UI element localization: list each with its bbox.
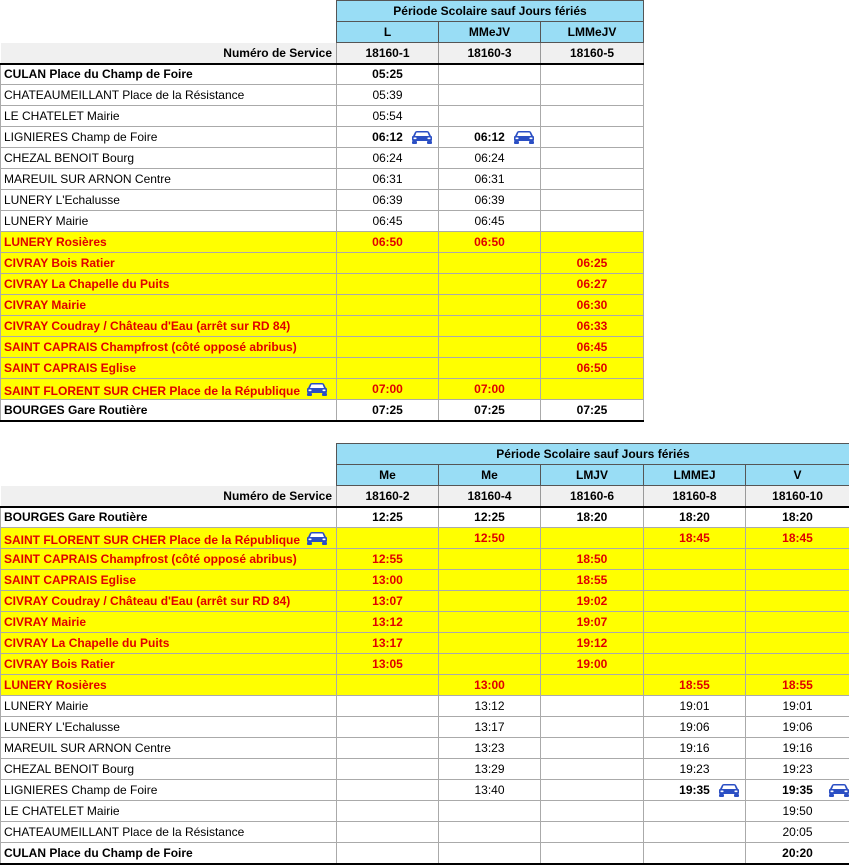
- car-icon: [305, 531, 329, 546]
- departure-time: 06:33: [541, 316, 644, 337]
- departure-time: [439, 843, 541, 864]
- departure-time: 20:20: [746, 843, 849, 864]
- day-header: Me: [439, 465, 541, 486]
- timetable-row: [1, 822, 849, 843]
- departure-time: 12:25: [337, 507, 439, 528]
- timetable-return: [0, 443, 849, 865]
- departure-time: [541, 190, 644, 211]
- departure-time: 13:12: [337, 612, 439, 633]
- departure-time: [439, 822, 541, 843]
- departure-time: [644, 633, 746, 654]
- departure-time: [337, 528, 439, 549]
- departure-time: [541, 106, 644, 127]
- departure-time: [337, 780, 439, 801]
- departure-time: [746, 549, 849, 570]
- departure-time: [644, 801, 746, 822]
- departure-time: 13:17: [337, 633, 439, 654]
- timetable-row: [1, 528, 849, 549]
- timetable-row: [1, 379, 644, 400]
- departure-time: [337, 675, 439, 696]
- departure-time: 06:12: [474, 130, 505, 144]
- departure-time: [439, 85, 541, 106]
- service-number: 18160-4: [439, 486, 541, 507]
- stop-name: CHEZAL BENOIT Bourg: [1, 148, 337, 169]
- departure-time: [337, 274, 439, 295]
- departure-time: [439, 612, 541, 633]
- departure-time: 06:24: [337, 148, 439, 169]
- departure-time: 13:00: [439, 675, 541, 696]
- stop-name-connection: [1, 379, 337, 400]
- departure-time: 13:05: [337, 654, 439, 675]
- day-header: LMJV: [541, 465, 644, 486]
- departure-time: 12:25: [439, 507, 541, 528]
- stop-name: CIVRAY Mairie: [1, 295, 337, 316]
- departure-time: [439, 295, 541, 316]
- departure-time: 06:50: [439, 232, 541, 253]
- departure-time: [644, 549, 746, 570]
- departure-time: [439, 570, 541, 591]
- timetable-row: [1, 759, 849, 780]
- stop-name: SAINT CAPRAIS Champfrost (côté opposé abribus): [1, 549, 337, 570]
- car-icon: [827, 783, 849, 798]
- day-header: LMMeJV: [541, 22, 644, 43]
- service-number-label: Numéro de Service: [1, 486, 337, 507]
- departure-time: [337, 801, 439, 822]
- stop-name: CHATEAUMEILLANT Place de la Résistance: [1, 822, 337, 843]
- departure-time: [541, 528, 644, 549]
- departure-time: 18:20: [644, 507, 746, 528]
- departure-time: [644, 591, 746, 612]
- timetable-row: [1, 633, 849, 654]
- departure-time: [337, 717, 439, 738]
- departure-time: 06:31: [337, 169, 439, 190]
- departure-time: [541, 169, 644, 190]
- departure-time: [746, 591, 849, 612]
- stop-name: SAINT FLORENT SUR CHER Place de la République: [4, 384, 301, 398]
- stop-name: CIVRAY La Chapelle du Puits: [1, 274, 337, 295]
- stop-name: LIGNIERES Champ de Foire: [1, 780, 337, 801]
- stop-name: CIVRAY Bois Ratier: [1, 654, 337, 675]
- departure-time: 05:25: [337, 64, 439, 85]
- departure-time: [439, 591, 541, 612]
- stop-name: LE CHATELET Mairie: [1, 106, 337, 127]
- corner-spacer: [1, 1, 337, 22]
- departure-time: 19:12: [541, 633, 644, 654]
- timetable-row: [1, 400, 644, 421]
- timetable-row: [1, 274, 644, 295]
- timetable-row: [1, 169, 644, 190]
- departure-time: 12:55: [337, 549, 439, 570]
- car-icon: [717, 783, 741, 798]
- stop-name: MAREUIL SUR ARNON Centre: [1, 738, 337, 759]
- departure-time: 13:40: [439, 780, 541, 801]
- departure-time: 07:25: [541, 400, 644, 421]
- stop-name: CHATEAUMEILLANT Place de la Résistance: [1, 85, 337, 106]
- departure-time: 19:02: [541, 591, 644, 612]
- stop-name: LE CHATELET Mairie: [1, 801, 337, 822]
- departure-time: [644, 822, 746, 843]
- stop-name: CIVRAY Mairie: [1, 612, 337, 633]
- timetable-row: [1, 675, 849, 696]
- period-header: Période Scolaire sauf Jours fériés: [337, 444, 849, 465]
- stop-name: LUNERY L'Echalusse: [1, 190, 337, 211]
- timetable-row: [1, 780, 849, 801]
- departure-time: [541, 148, 644, 169]
- day-header: L: [337, 22, 439, 43]
- departure-time: 19:00: [541, 654, 644, 675]
- timetable-row: [1, 337, 644, 358]
- timetable-row: [1, 232, 644, 253]
- departure-time: [541, 822, 644, 843]
- departure-time: [439, 316, 541, 337]
- service-number: 18160-10: [746, 486, 849, 507]
- timetable-row: [1, 106, 644, 127]
- departure-time: [337, 253, 439, 274]
- departure-time: [541, 379, 644, 400]
- departure-time: 05:39: [337, 85, 439, 106]
- timetable-row: [1, 549, 849, 570]
- departure-time: [337, 696, 439, 717]
- departure-time: [337, 843, 439, 864]
- stop-name: LUNERY Mairie: [1, 696, 337, 717]
- stop-name: SAINT CAPRAIS Eglise: [1, 358, 337, 379]
- departure-time: [746, 633, 849, 654]
- departure-time: 06:39: [439, 190, 541, 211]
- service-number: 18160-3: [439, 43, 541, 64]
- departure-time: 06:45: [541, 337, 644, 358]
- stop-name: LUNERY Rosières: [1, 675, 337, 696]
- period-header: Période Scolaire sauf Jours fériés: [337, 1, 644, 22]
- departure-time-connection: [439, 127, 541, 148]
- departure-time: 13:07: [337, 591, 439, 612]
- departure-time: 19:16: [644, 738, 746, 759]
- stop-name: CULAN Place du Champ de Foire: [1, 64, 337, 85]
- timetable-row: [1, 591, 849, 612]
- stop-name: CULAN Place du Champ de Foire: [1, 843, 337, 864]
- day-header: MMeJV: [439, 22, 541, 43]
- departure-time: [337, 358, 439, 379]
- departure-time: [337, 316, 439, 337]
- departure-time: 07:00: [439, 379, 541, 400]
- departure-time: 19:06: [644, 717, 746, 738]
- service-number: 18160-1: [337, 43, 439, 64]
- stop-name: SAINT CAPRAIS Champfrost (côté opposé abribus): [1, 337, 337, 358]
- departure-time: 07:25: [337, 400, 439, 421]
- departure-time-connection: [746, 780, 849, 801]
- timetable-row: [1, 64, 644, 85]
- departure-time: 13:00: [337, 570, 439, 591]
- service-number-label: Numéro de Service: [1, 43, 337, 64]
- departure-time: [541, 801, 644, 822]
- stop-name: LIGNIERES Champ de Foire: [1, 127, 337, 148]
- departure-time: [644, 654, 746, 675]
- departure-time: 18:55: [644, 675, 746, 696]
- stop-name: BOURGES Gare Routière: [1, 507, 337, 528]
- departure-time: [541, 696, 644, 717]
- departure-time: 19:23: [644, 759, 746, 780]
- departure-time-connection: [644, 780, 746, 801]
- departure-time: [439, 358, 541, 379]
- departure-time: [337, 759, 439, 780]
- timetable-row: [1, 148, 644, 169]
- departure-time: 06:50: [541, 358, 644, 379]
- departure-time: [439, 106, 541, 127]
- departure-time: [337, 822, 439, 843]
- timetable-row: [1, 190, 644, 211]
- departure-time: 19:50: [746, 801, 849, 822]
- timetable-row: [1, 358, 644, 379]
- car-icon: [512, 130, 536, 145]
- departure-time: 19:16: [746, 738, 849, 759]
- departure-time: 20:05: [746, 822, 849, 843]
- timetable-row: [1, 211, 644, 232]
- day-header: V: [746, 465, 849, 486]
- departure-time: [541, 759, 644, 780]
- departure-time: 19:06: [746, 717, 849, 738]
- departure-time: 12:50: [439, 528, 541, 549]
- departure-time: [541, 211, 644, 232]
- departure-time: [541, 738, 644, 759]
- departure-time: 05:54: [337, 106, 439, 127]
- departure-time: [439, 801, 541, 822]
- car-icon: [410, 130, 434, 145]
- departure-time: 06:12: [372, 130, 403, 144]
- corner-spacer: [1, 444, 337, 465]
- stop-name: BOURGES Gare Routière: [1, 400, 337, 421]
- stop-name: LUNERY Mairie: [1, 211, 337, 232]
- stop-name: CIVRAY Bois Ratier: [1, 253, 337, 274]
- timetable-row: [1, 85, 644, 106]
- stop-name: CIVRAY La Chapelle du Puits: [1, 633, 337, 654]
- departure-time-connection: [337, 127, 439, 148]
- timetable-row: [1, 127, 644, 148]
- departure-time: [439, 64, 541, 85]
- departure-time: [337, 337, 439, 358]
- stop-name: SAINT CAPRAIS Eglise: [1, 570, 337, 591]
- stop-name: CIVRAY Coudray / Château d'Eau (arrêt sur RD 84): [1, 316, 337, 337]
- departure-time: 07:25: [439, 400, 541, 421]
- departure-time: 19:35: [679, 783, 710, 797]
- departure-time: 13:29: [439, 759, 541, 780]
- departure-time: 18:45: [644, 528, 746, 549]
- departure-time: 13:17: [439, 717, 541, 738]
- departure-time: 06:27: [541, 274, 644, 295]
- stop-name-connection: [1, 528, 337, 549]
- departure-time: [644, 570, 746, 591]
- timetable-row: [1, 253, 644, 274]
- timetable-row: [1, 612, 849, 633]
- departure-time: 06:50: [337, 232, 439, 253]
- departure-time: [541, 127, 644, 148]
- stop-name: MAREUIL SUR ARNON Centre: [1, 169, 337, 190]
- departure-time: [746, 654, 849, 675]
- departure-time: 06:45: [439, 211, 541, 232]
- departure-time: 06:24: [439, 148, 541, 169]
- departure-time: 18:20: [541, 507, 644, 528]
- departure-time: [439, 274, 541, 295]
- timetable-row: [1, 738, 849, 759]
- departure-time: [439, 654, 541, 675]
- stop-name: LUNERY L'Echalusse: [1, 717, 337, 738]
- stop-name: CIVRAY Coudray / Château d'Eau (arrêt sur RD 84): [1, 591, 337, 612]
- departure-time: [439, 633, 541, 654]
- departure-time: [541, 232, 644, 253]
- timetable-row: [1, 801, 849, 822]
- corner-spacer: [1, 465, 337, 486]
- service-number: 18160-5: [541, 43, 644, 64]
- departure-time: 13:12: [439, 696, 541, 717]
- service-number: 18160-8: [644, 486, 746, 507]
- departure-time: 06:39: [337, 190, 439, 211]
- departure-time: [439, 549, 541, 570]
- departure-time: 18:45: [746, 528, 849, 549]
- corner-spacer: [1, 22, 337, 43]
- departure-time: [746, 612, 849, 633]
- departure-time: 06:30: [541, 295, 644, 316]
- timetable-row: [1, 654, 849, 675]
- departure-time: [746, 570, 849, 591]
- departure-time: [541, 64, 644, 85]
- timetable-row: [1, 570, 849, 591]
- departure-time: [541, 717, 644, 738]
- departure-time: 18:50: [541, 549, 644, 570]
- service-number: 18160-2: [337, 486, 439, 507]
- timetable-row: [1, 507, 849, 528]
- departure-time: 19:01: [644, 696, 746, 717]
- departure-time: 07:00: [337, 379, 439, 400]
- car-icon: [305, 382, 329, 397]
- day-header: Me: [337, 465, 439, 486]
- departure-time: [541, 675, 644, 696]
- day-header: LMMEJ: [644, 465, 746, 486]
- departure-time: [541, 843, 644, 864]
- departure-time: 06:31: [439, 169, 541, 190]
- departure-time: 06:45: [337, 211, 439, 232]
- stop-name: LUNERY Rosières: [1, 232, 337, 253]
- departure-time: [541, 85, 644, 106]
- timetable-row: [1, 843, 849, 864]
- departure-time: 18:55: [541, 570, 644, 591]
- timetable-row: [1, 316, 644, 337]
- timetable-row: [1, 696, 849, 717]
- stop-name: SAINT FLORENT SUR CHER Place de la République: [4, 533, 301, 547]
- departure-time: 13:23: [439, 738, 541, 759]
- stop-name: CHEZAL BENOIT Bourg: [1, 759, 337, 780]
- departure-time: 19:35: [782, 783, 813, 797]
- departure-time: 18:55: [746, 675, 849, 696]
- departure-time: [644, 843, 746, 864]
- service-number: 18160-6: [541, 486, 644, 507]
- departure-time: 19:07: [541, 612, 644, 633]
- departure-time: 18:20: [746, 507, 849, 528]
- timetable-morning: [0, 0, 644, 422]
- departure-time: [337, 738, 439, 759]
- departure-time: [439, 337, 541, 358]
- departure-time: [337, 295, 439, 316]
- departure-time: 19:01: [746, 696, 849, 717]
- departure-time: 19:23: [746, 759, 849, 780]
- departure-time: [439, 253, 541, 274]
- departure-time: [644, 612, 746, 633]
- timetable-row: [1, 295, 644, 316]
- departure-time: [541, 780, 644, 801]
- departure-time: 06:25: [541, 253, 644, 274]
- timetable-row: [1, 717, 849, 738]
